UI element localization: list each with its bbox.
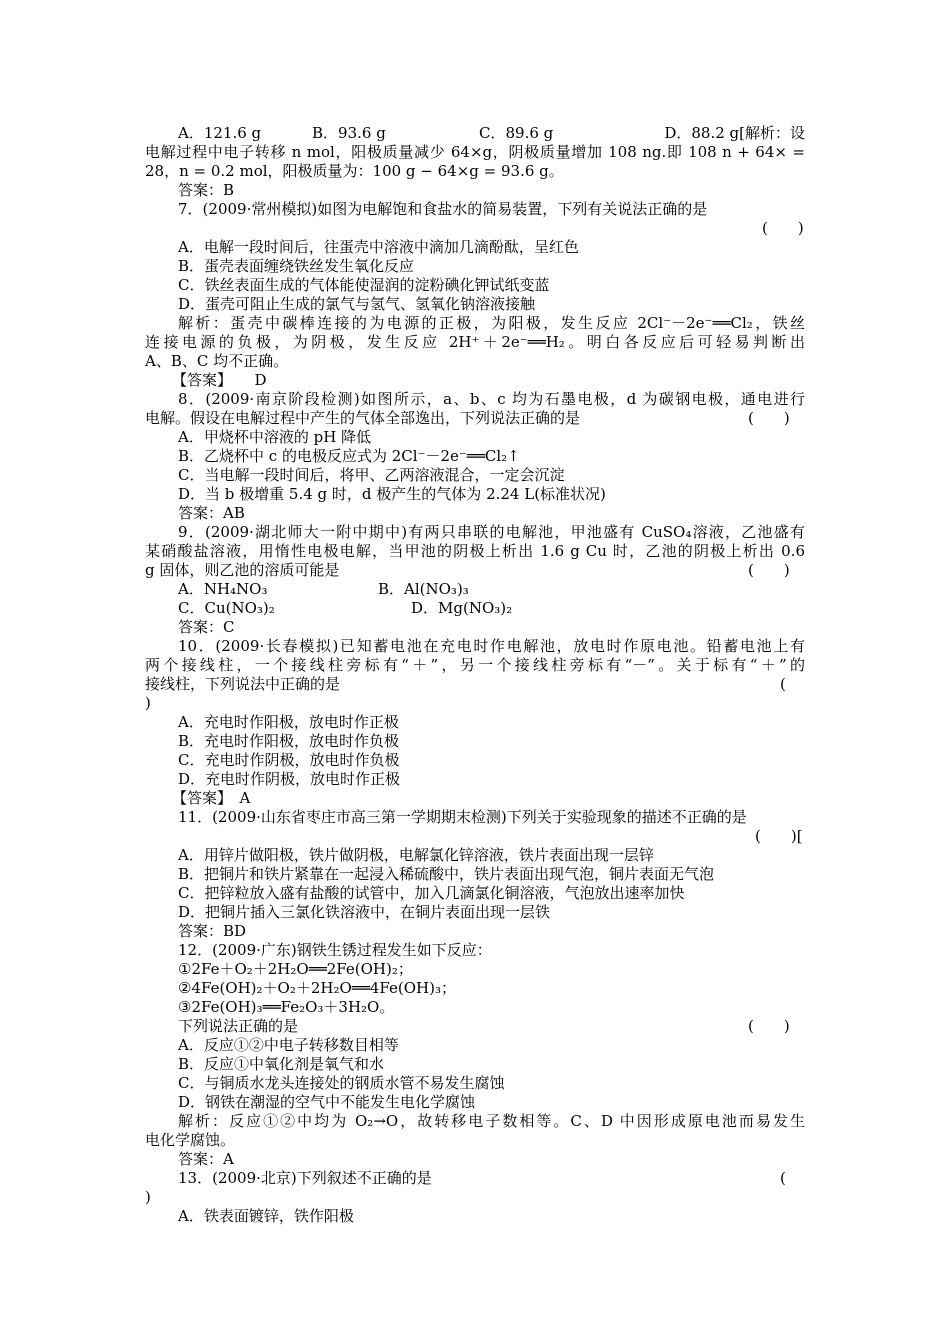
q6-option-c: C．89.6 g [479,124,554,142]
q9-option-c: C．Cu(NO₃)₂ [178,599,275,617]
q12-answer: 答案：A [178,1150,234,1168]
q11-option-b: B．把铜片和铁片紧靠在一起浸入稀硫酸中，铁片表面出现气泡，铜片表面无气泡 [178,865,715,883]
q12-option-b: B．反应①中氧化剂是氧气和水 [178,1055,385,1073]
q10-stem: 10．(2009·长春模拟)已知蓄电池在充电时作电解池，放电时作原电池。铅蓄电池上有 [178,637,805,655]
q12-option-c: C．与铜质水龙头连接处的钢质水管不易发生腐蚀 [178,1074,505,1092]
q10-answer-blank: ) [145,694,151,712]
q6-answer: 答案：B [178,181,235,199]
q9-stem: 9．(2009·湖北师大一附中期中)有两只串联的电解池，甲池盛有 CuSO₄溶液，乙池盛有 [178,523,805,541]
q12-analysis-line: 解析：反应①②中均为 O₂→O，故转移电子数相等。C、D 中因形成原电池而易发生 [178,1112,805,1130]
q8-stem: 8．(2009·南京阶段检测)如图所示，a、b、c 均为石墨电极，d 为碳钢电极，通电进行 [178,390,805,408]
q13-stem: 13．(2009·北京)下列叙述不正确的是 [178,1169,432,1187]
q12-option-a: A．反应①②中电子转移数目相等 [178,1036,399,1054]
q6-option-d: D．88.2 g[解析：设 [664,124,805,142]
q12-answer-blank: ( ) [748,1017,790,1035]
q10-option-a: A．充电时作阳极，放电时作正极 [178,713,399,731]
q7-answer: 【答案】 D [172,371,267,389]
q10-option-b: B．充电时作阳极，放电时作负极 [178,732,400,750]
q13-answer-blank: ) [145,1188,151,1206]
q7-analysis-line: A、B、C 均不正确。 [145,352,289,370]
q11-stem: 11．(2009·山东省枣庄市高三第一学期期末检测)下列关于实验现象的描述不正确的是 [178,808,747,826]
q8-option-b: B．乙烧杯中 c 的电极反应式为 2Cl⁻－2e⁻══Cl₂↑ [178,447,520,465]
q11-option-d: D．把铜片插入三氯化铁溶液中，在铜片表面出现一层铁 [178,903,551,921]
q9-stem: g 固体，则乙池的溶质可能是 [145,561,340,579]
q7-option-d: D．蛋壳可阻止生成的氯气与氢气、氢氧化钠溶液接触 [178,295,536,313]
q6-option-b: B．93.6 g [312,124,386,142]
q8-option-a: A．甲烧杯中溶液的 pH 降低 [178,428,372,446]
q8-option-c: C．当电解一段时间后，将甲、乙两溶液混合，一定会沉淀 [178,466,565,484]
q10-answer-blank: ( [780,675,786,693]
q6-analysis-line: 28，n = 0.2 mol，阳极质量为：100 g − 64×g = 93.6 g。 [145,162,564,180]
q11-answer: 答案：BD [178,922,247,940]
q11-option-c: C．把锌粒放入盛有盐酸的试管中，加入几滴氯化铜溶液，气泡放出速率加快 [178,884,685,902]
q7-analysis-line: 解析：蛋壳中碳棒连接的为电源的正极，为阳极，发生反应 2Cl⁻－2e⁻══Cl₂，铁丝 [178,314,805,332]
q9-answer-blank: ( ) [748,561,790,579]
q7-option-a: A．电解一段时间后，往蛋壳中溶液中滴加几滴酚酞，呈红色 [178,238,579,256]
q10-answer: 【答案】 A [172,789,251,807]
q13-answer-blank: ( [780,1169,786,1187]
q10-stem: 接线柱，下列说法中正确的是 [145,675,341,693]
q7-option-c: C．铁丝表面生成的气体能使湿润的淀粉碘化钾试纸变蓝 [178,276,550,294]
q10-option-c: C．充电时作阴极，放电时作负极 [178,751,400,769]
q12-analysis-line: 电化学腐蚀。 [145,1131,236,1149]
q6-analysis-line: 电解过程中电子转移 n mol，阳极质量减少 64×g，阴极质量增加 108 ng.即 108 n + 64× = [145,143,805,161]
q12-equation-2: ②4Fe(OH)₂＋O₂＋2H₂O══4Fe(OH)₃； [178,979,456,997]
q12-equation-1: ①2Fe＋O₂＋2H₂O══2Fe(OH)₂； [178,960,413,978]
q12-option-d: D．钢铁在潮湿的空气中不能发生电化学腐蚀 [178,1093,476,1111]
q11-answer-blank: ( )[ [755,827,803,845]
q7-answer-blank: ( ) [762,219,804,237]
q6-option-a: A．121.6 g [178,124,262,142]
q11-option-a: A．用锌片做阳极，铁片做阴极，电解氯化锌溶液，铁片表面出现一层锌 [178,846,654,864]
q10-stem: 两个接线柱，一个接线柱旁标有“＋”，另一个接线柱旁标有“－”。关于标有“＋”的 [145,656,805,674]
q9-stem: 某硝酸盐溶液，用惰性电极电解，当甲池的阴极上析出 1.6 g Cu 时，乙池的阴极上析出 0.6 [145,542,805,560]
q7-stem: 7．(2009·常州模拟)如图为电解饱和食盐水的简易装置，下列有关说法正确的是 [178,200,708,218]
q8-stem: 电解。假设在电解过程中产生的气体全部逸出，下列说法正确的是 [145,409,581,427]
q8-answer: 答案：AB [178,504,245,522]
q8-option-d: D．当 b 极增重 5.4 g 时，d 极产生的气体为 2.24 L(标准状况) [178,485,606,503]
q13-option-a: A．铁表面镀锌，铁作阳极 [178,1207,354,1225]
q9-option-a: A．NH₄NO₃ [178,580,268,598]
q9-option-d: D．Mg(NO₃)₂ [411,599,513,617]
q12-stem: 12．(2009·广东)钢铁生锈过程发生如下反应： [178,941,492,959]
q7-option-b: B．蛋壳表面缠绕铁丝发生氧化反应 [178,257,415,275]
q12-stem: 下列说法正确的是 [178,1017,299,1035]
q9-answer: 答案：C [178,618,235,636]
q7-analysis-line: 连接电源的负极，为阴极，发生反应 2H⁺＋2e⁻══H₂。明白各反应后可轻易判断出 [145,333,805,351]
q8-answer-blank: ( ) [748,409,790,427]
q9-option-b: B．Al(NO₃)₃ [378,580,469,598]
q12-equation-3: ③2Fe(OH)₃══Fe₂O₃＋3H₂O。 [178,998,395,1016]
q10-option-d: D．充电时作阴极，放电时作正极 [178,770,401,788]
